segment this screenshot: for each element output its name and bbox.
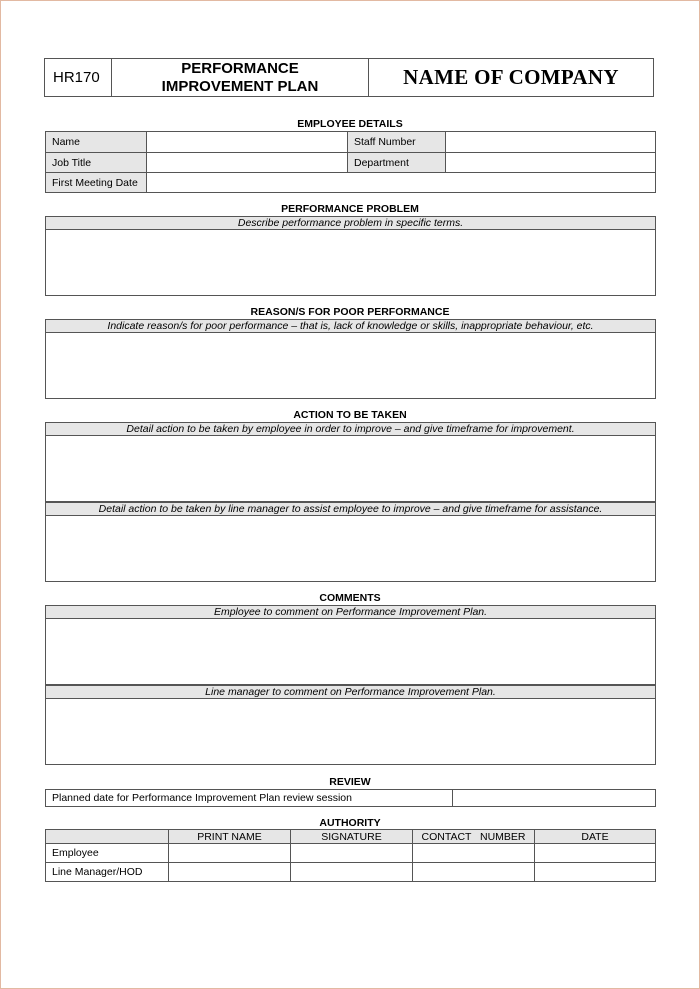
review-label: Planned date for Performance Improvement Plan review session	[46, 790, 453, 807]
performance-problem-heading: PERFORMANCE PROBLEM	[281, 203, 419, 215]
col-print-name: PRINT NAME	[169, 830, 291, 844]
form-title-line2: IMPROVEMENT PLAN	[161, 77, 319, 95]
comments-manager-field[interactable]	[45, 699, 656, 765]
comments-employee-prompt: Employee to comment on Performance Improvement Plan.	[45, 605, 656, 619]
first-meeting-label: First Meeting Date	[46, 173, 147, 193]
company-name: NAME OF COMPANY	[403, 65, 619, 89]
action-employee-prompt: Detail action to be taken by employee in order to improve – and give timeframe for improvement.	[45, 422, 656, 436]
employee-signature-field[interactable]	[291, 844, 413, 863]
row-manager-label: Line Manager/HOD	[46, 863, 169, 882]
manager-contact-field[interactable]	[413, 863, 535, 882]
manager-date-field[interactable]	[535, 863, 656, 882]
action-heading: ACTION TO BE TAKEN	[293, 409, 407, 421]
employee-contact-field[interactable]	[413, 844, 535, 863]
job-title-label: Job Title	[46, 153, 147, 173]
job-title-field[interactable]	[147, 153, 348, 173]
col-date: DATE	[535, 830, 656, 844]
comments-heading: COMMENTS	[319, 592, 381, 604]
form-title-line1: PERFORMANCE	[181, 59, 299, 77]
department-label: Department	[348, 153, 446, 173]
action-manager-field[interactable]	[45, 516, 656, 582]
action-manager-prompt: Detail action to be taken by line manager to assist employee to improve – and give timeframe for assistance.	[45, 502, 656, 516]
authority-heading: AUTHORITY	[319, 817, 381, 829]
comments-manager-prompt: Line manager to comment on Performance Improvement Plan.	[45, 685, 656, 699]
manager-signature-field[interactable]	[291, 863, 413, 882]
review-date-field[interactable]	[453, 790, 656, 807]
staff-number-field[interactable]	[446, 132, 656, 153]
performance-problem-prompt: Describe performance problem in specific terms.	[45, 216, 656, 230]
review-heading: REVIEW	[329, 776, 371, 788]
col-signature: SIGNATURE	[291, 830, 413, 844]
authority-table	[45, 829, 656, 882]
staff-number-label: Staff Number	[348, 132, 446, 153]
manager-print-name-field[interactable]	[169, 863, 291, 882]
performance-problem-field[interactable]	[45, 230, 656, 296]
comments-employee-field[interactable]	[45, 619, 656, 685]
employee-details-table	[45, 131, 656, 193]
form-title	[112, 59, 369, 96]
form-header	[44, 58, 654, 97]
reasons-prompt: Indicate reason/s for poor performance – that is, lack of knowledge or skills, inappropriate behaviour, etc.	[45, 319, 656, 333]
first-meeting-field[interactable]	[147, 173, 656, 193]
row-employee-label: Employee	[46, 844, 169, 863]
name-field[interactable]	[147, 132, 348, 153]
review-table	[45, 789, 656, 807]
employee-date-field[interactable]	[535, 844, 656, 863]
form-code: HR170	[45, 59, 112, 96]
authority-header-blank	[46, 830, 169, 844]
name-label: Name	[46, 132, 147, 153]
employee-print-name-field[interactable]	[169, 844, 291, 863]
employee-details-heading: EMPLOYEE DETAILS	[297, 118, 403, 130]
reasons-heading: REASON/S FOR POOR PERFORMANCE	[250, 306, 450, 318]
action-employee-field[interactable]	[45, 436, 656, 502]
department-field[interactable]	[446, 153, 656, 173]
col-contact-number: CONTACT NUMBER	[413, 830, 535, 844]
reasons-field[interactable]	[45, 333, 656, 399]
